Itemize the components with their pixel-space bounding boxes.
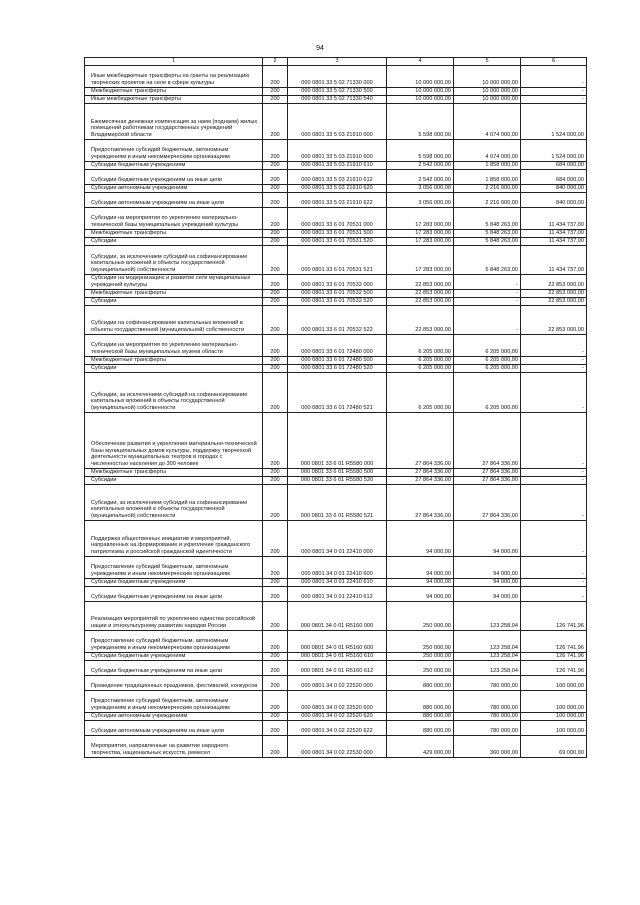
row-executed-amount: 94 000,00: [454, 579, 521, 587]
table-row: [85, 631, 587, 653]
table-row: [85, 691, 587, 713]
row-remaining-amount: 840 000,00: [521, 185, 587, 193]
column-number: 3: [288, 58, 387, 66]
row-name: Иные межбюджетные трансферты: [85, 96, 263, 104]
row-name: Субсидии бюджетным учреждениям: [85, 579, 263, 587]
row-approved-amount: 94 000,00: [387, 557, 454, 579]
row-executed-amount: 1 858 000,00: [454, 162, 521, 170]
row-group-code: 200: [263, 521, 288, 557]
row-group-code: 200: [263, 691, 288, 713]
row-name: Субсидии, за исключением субсидий на софинансирование капитальных вложений в объекты государственной (муниципальной) собственности: [85, 373, 263, 413]
row-budget-code: 000 0801 33 6 01 70531 521: [288, 246, 387, 275]
row-remaining-amount: 11 434 737,00: [521, 246, 587, 275]
row-executed-amount: 780 000,00: [454, 691, 521, 713]
row-group-code: 200: [263, 185, 288, 193]
table-row: [85, 357, 587, 365]
row-remaining-amount: 126 741,96: [521, 661, 587, 676]
row-group-code: 200: [263, 713, 288, 721]
column-number: 2: [263, 58, 288, 66]
row-budget-code: 000 0801 33 5 03 21910 000: [288, 104, 387, 140]
row-executed-amount: -: [454, 290, 521, 298]
row-approved-amount: 880 000,00: [387, 676, 454, 691]
row-group-code: 200: [263, 88, 288, 96]
table-row: [85, 230, 587, 238]
row-group-code: 200: [263, 238, 288, 246]
row-name: Межбюджетные трансферты: [85, 357, 263, 365]
row-executed-amount: 123 258,04: [454, 602, 521, 631]
budget-table: [84, 57, 587, 758]
row-remaining-amount: 684 000,00: [521, 170, 587, 185]
row-executed-amount: 10 000 000,00: [454, 88, 521, 96]
row-group-code: 200: [263, 653, 288, 661]
row-remaining-amount: -: [521, 477, 587, 485]
row-name: Субсидии на мероприятия по укреплению материально-технической базы муниципальных музеев области: [85, 335, 263, 357]
row-group-code: 200: [263, 721, 288, 736]
row-name: Субсидии автономным учреждениям на иные цели: [85, 193, 263, 208]
row-remaining-amount: 684 000,00: [521, 162, 587, 170]
table-row: [85, 140, 587, 162]
row-group-code: 200: [263, 579, 288, 587]
row-executed-amount: 6 205 000,00: [454, 335, 521, 357]
row-approved-amount: 250 000,00: [387, 631, 454, 653]
row-executed-amount: -: [454, 275, 521, 290]
row-remaining-amount: 126 741,96: [521, 653, 587, 661]
row-group-code: 200: [263, 602, 288, 631]
row-budget-code: 000 0801 33 6 01 70532 000: [288, 275, 387, 290]
row-budget-code: 000 0801 34 0 01 22410 600: [288, 557, 387, 579]
row-group-code: 200: [263, 477, 288, 485]
row-executed-amount: 123 258,04: [454, 661, 521, 676]
row-executed-amount: 27 864 336,00: [454, 485, 521, 521]
row-executed-amount: 94 000,00: [454, 557, 521, 579]
row-group-code: 200: [263, 676, 288, 691]
row-budget-code: 000 0801 34 0 01 R5160 612: [288, 661, 387, 676]
table-row: [85, 676, 587, 691]
row-name: Субсидии, за исключением субсидий на софинансирование капитальных вложений в объекты государственной (муниципальной) собственности: [85, 246, 263, 275]
row-budget-code: 000 0801 34 0 01 R5160 610: [288, 653, 387, 661]
row-approved-amount: 250 000,00: [387, 661, 454, 676]
row-name: Субсидии на мероприятия по укреплению материально-технической базы муниципальных учреждений культуры: [85, 208, 263, 230]
row-group-code: 200: [263, 485, 288, 521]
row-remaining-amount: 1 524 000,00: [521, 104, 587, 140]
row-executed-amount: 4 074 000,00: [454, 140, 521, 162]
row-approved-amount: 6 205 000,00: [387, 335, 454, 357]
row-remaining-amount: 11 434 737,00: [521, 208, 587, 230]
row-name: Субсидии автономным учреждениям: [85, 185, 263, 193]
row-group-code: 200: [263, 587, 288, 602]
row-budget-code: 000 0801 33 5 03 21910 612: [288, 170, 387, 185]
table-row: [85, 246, 587, 275]
row-group-code: 200: [263, 631, 288, 653]
row-group-code: 200: [263, 140, 288, 162]
row-group-code: 200: [263, 66, 288, 88]
row-budget-code: 000 0801 33 6 01 70532 500: [288, 290, 387, 298]
row-approved-amount: 5 598 000,00: [387, 104, 454, 140]
row-budget-code: 000 0801 33 6 01 70532 520: [288, 298, 387, 306]
row-budget-code: 000 0801 33 6 01 70531 500: [288, 230, 387, 238]
row-remaining-amount: 100 000,00: [521, 713, 587, 721]
row-executed-amount: -: [454, 298, 521, 306]
row-executed-amount: 780 000,00: [454, 713, 521, 721]
row-remaining-amount: 11 434 737,00: [521, 230, 587, 238]
row-remaining-amount: 126 741,96: [521, 602, 587, 631]
table-row: [85, 298, 587, 306]
row-approved-amount: 429 000,00: [387, 736, 454, 758]
row-approved-amount: 94 000,00: [387, 579, 454, 587]
row-budget-code: 000 0801 33 6 01 70531 520: [288, 238, 387, 246]
table-row: [85, 275, 587, 290]
row-budget-code: 000 0801 33 6 01 R5580 520: [288, 477, 387, 485]
row-executed-amount: 94 000,00: [454, 521, 521, 557]
row-budget-code: 000 0801 34 0 02 22520 000: [288, 676, 387, 691]
row-remaining-amount: 22 853 000,00: [521, 290, 587, 298]
row-group-code: 200: [263, 104, 288, 140]
row-remaining-amount: -: [521, 485, 587, 521]
row-approved-amount: 250 000,00: [387, 602, 454, 631]
row-name: Субсидии на модернизацию и развитие сети муниципальных учреждений культуры: [85, 275, 263, 290]
row-name: Межбюджетные трансферты: [85, 469, 263, 477]
row-budget-code: 000 0801 34 0 02 22520 622: [288, 721, 387, 736]
row-executed-amount: 2 216 000,00: [454, 193, 521, 208]
row-budget-code: 000 0801 33 6 01 70532 522: [288, 306, 387, 335]
row-group-code: 200: [263, 230, 288, 238]
row-approved-amount: 94 000,00: [387, 521, 454, 557]
row-remaining-amount: 22 853 000,00: [521, 306, 587, 335]
row-group-code: 200: [263, 335, 288, 357]
table-row: [85, 469, 587, 477]
row-group-code: 200: [263, 357, 288, 365]
row-budget-code: 000 0801 33 6 01 R5580 521: [288, 485, 387, 521]
row-name: Реализация мероприятий по укреплению единства российской нации и этнокультурному развитию народов России: [85, 602, 263, 631]
row-name: Предоставление субсидий бюджетным, автономным учреждениям и иным некоммерческим организациям: [85, 140, 263, 162]
row-budget-code: 000 0801 33 5 03 21910 610: [288, 162, 387, 170]
row-remaining-amount: 11 434 737,00: [521, 238, 587, 246]
row-remaining-amount: 100 000,00: [521, 691, 587, 713]
row-budget-code: 000 0801 33 6 01 72480 000: [288, 335, 387, 357]
row-group-code: 200: [263, 193, 288, 208]
row-budget-code: 000 0801 33 5 02 71330 540: [288, 96, 387, 104]
row-name: Предоставление субсидий бюджетным, автономным учреждениям и иным некоммерческим организациям: [85, 631, 263, 653]
table-row: [85, 208, 587, 230]
column-number-row: [85, 58, 587, 66]
row-name: Субсидии: [85, 477, 263, 485]
row-name: Субсидии бюджетным учреждениям: [85, 162, 263, 170]
row-budget-code: 000 0801 34 0 02 22520 620: [288, 713, 387, 721]
table-row: [85, 170, 587, 185]
row-approved-amount: 17 283 000,00: [387, 246, 454, 275]
row-approved-amount: 27 864 336,00: [387, 469, 454, 477]
row-budget-code: 000 0801 34 0 02 22520 600: [288, 691, 387, 713]
row-approved-amount: 3 056 000,00: [387, 193, 454, 208]
row-executed-amount: 5 848 263,00: [454, 208, 521, 230]
row-remaining-amount: -: [521, 557, 587, 579]
row-remaining-amount: 840 000,00: [521, 193, 587, 208]
row-group-code: 200: [263, 170, 288, 185]
row-executed-amount: 4 074 000,00: [454, 104, 521, 140]
row-group-code: 200: [263, 306, 288, 335]
row-budget-code: 000 0801 34 0 01 22410 612: [288, 587, 387, 602]
table-row: [85, 104, 587, 140]
row-approved-amount: 880 000,00: [387, 691, 454, 713]
row-name: Мероприятия, направленные на развитие народного творчества, национальных искусств, ремесел: [85, 736, 263, 758]
row-approved-amount: 17 283 000,00: [387, 230, 454, 238]
row-group-code: 200: [263, 469, 288, 477]
table-row: [85, 653, 587, 661]
table-row: [85, 185, 587, 193]
row-remaining-amount: 1 524 000,00: [521, 140, 587, 162]
row-group-code: 200: [263, 736, 288, 758]
row-group-code: 200: [263, 96, 288, 104]
row-group-code: 200: [263, 246, 288, 275]
row-remaining-amount: -: [521, 413, 587, 469]
table-row: [85, 713, 587, 721]
table-row: [85, 306, 587, 335]
table-row: [85, 66, 587, 88]
row-approved-amount: 27 864 336,00: [387, 477, 454, 485]
row-executed-amount: 6 205 000,00: [454, 357, 521, 365]
row-group-code: 200: [263, 162, 288, 170]
row-group-code: 200: [263, 557, 288, 579]
row-remaining-amount: 22 853 000,00: [521, 275, 587, 290]
budget-table-body: [85, 58, 587, 758]
row-group-code: 200: [263, 661, 288, 676]
row-approved-amount: 5 598 000,00: [387, 140, 454, 162]
column-number: 5: [454, 58, 521, 66]
row-approved-amount: 10 000 000,00: [387, 66, 454, 88]
row-budget-code: 000 0801 34 0 01 22410 610: [288, 579, 387, 587]
table-row: [85, 96, 587, 104]
row-budget-code: 000 0801 33 6 01 72480 500: [288, 357, 387, 365]
row-executed-amount: 123 258,04: [454, 631, 521, 653]
row-approved-amount: 250 000,00: [387, 653, 454, 661]
row-approved-amount: 880 000,00: [387, 713, 454, 721]
row-group-code: 200: [263, 373, 288, 413]
row-executed-amount: 6 205 000,00: [454, 365, 521, 373]
row-executed-amount: 5 848 263,00: [454, 246, 521, 275]
row-name: Субсидии бюджетным учреждениям на иные цели: [85, 170, 263, 185]
row-approved-amount: 6 205 000,00: [387, 357, 454, 365]
row-group-code: 200: [263, 413, 288, 469]
row-name: Предоставление субсидий бюджетным, автономным учреждениям и иным некоммерческим организациям: [85, 557, 263, 579]
row-remaining-amount: -: [521, 373, 587, 413]
row-remaining-amount: -: [521, 88, 587, 96]
table-row: [85, 193, 587, 208]
row-approved-amount: 22 853 000,00: [387, 306, 454, 335]
row-approved-amount: 3 056 000,00: [387, 185, 454, 193]
row-group-code: 200: [263, 365, 288, 373]
row-name: Субсидии: [85, 365, 263, 373]
row-budget-code: 000 0801 33 6 01 R5580 000: [288, 413, 387, 469]
row-budget-code: 000 0801 34 0 01 22410 000: [288, 521, 387, 557]
row-remaining-amount: -: [521, 587, 587, 602]
row-approved-amount: 2 542 000,00: [387, 170, 454, 185]
row-remaining-amount: -: [521, 579, 587, 587]
row-name: Проведение традиционных праздников, фестивалей, конкурсов: [85, 676, 263, 691]
table-row: [85, 162, 587, 170]
row-name: Межбюджетные трансферты: [85, 88, 263, 96]
row-approved-amount: 17 283 000,00: [387, 238, 454, 246]
table-row: [85, 335, 587, 357]
row-executed-amount: 360 000,00: [454, 736, 521, 758]
table-row: [85, 721, 587, 736]
row-approved-amount: 22 853 000,00: [387, 290, 454, 298]
table-row: [85, 365, 587, 373]
row-executed-amount: 27 864 336,00: [454, 413, 521, 469]
row-executed-amount: 6 205 000,00: [454, 373, 521, 413]
row-budget-code: 000 0801 34 0 01 R5160 600: [288, 631, 387, 653]
row-executed-amount: 10 000 000,00: [454, 96, 521, 104]
table-row: [85, 290, 587, 298]
column-number: 6: [521, 58, 587, 66]
row-executed-amount: 27 864 336,00: [454, 477, 521, 485]
column-number: 1: [85, 58, 263, 66]
row-executed-amount: 94 000,00: [454, 587, 521, 602]
row-remaining-amount: -: [521, 96, 587, 104]
row-name: Субсидии бюджетным учреждениям: [85, 653, 263, 661]
table-row: [85, 579, 587, 587]
row-approved-amount: 27 864 336,00: [387, 413, 454, 469]
table-row: [85, 477, 587, 485]
row-remaining-amount: 100 000,00: [521, 676, 587, 691]
row-approved-amount: 6 205 000,00: [387, 373, 454, 413]
table-row: [85, 661, 587, 676]
row-remaining-amount: -: [521, 365, 587, 373]
row-name: Субсидии бюджетным учреждениям на иные цели: [85, 587, 263, 602]
row-approved-amount: 2 542 000,00: [387, 162, 454, 170]
row-name: Субсидии автономным учреждениям: [85, 713, 263, 721]
row-approved-amount: 6 205 000,00: [387, 365, 454, 373]
table-row: [85, 88, 587, 96]
row-executed-amount: 2 216 000,00: [454, 185, 521, 193]
row-remaining-amount: -: [521, 521, 587, 557]
row-approved-amount: 880 000,00: [387, 721, 454, 736]
table-row: [85, 521, 587, 557]
row-approved-amount: 10 000 000,00: [387, 96, 454, 104]
row-executed-amount: -: [454, 306, 521, 335]
row-approved-amount: 94 000,00: [387, 587, 454, 602]
row-name: Субсидии, за исключением субсидий на софинансирование капитальных вложений в объекты государственной (муниципальной) собственности: [85, 485, 263, 521]
row-name: Обеспечение развития и укрепления материально-технической базы муниципальных домов культуры, поддержку творческой деятельности муниципальных театров в городах с численностью населения до 300 человек: [85, 413, 263, 469]
row-group-code: 200: [263, 275, 288, 290]
row-name: Субсидии на софинансирование капитальных вложений в объекты государственной (муниципальной) собственности: [85, 306, 263, 335]
row-budget-code: 000 0801 33 5 03 21910 620: [288, 185, 387, 193]
row-executed-amount: 5 848 263,00: [454, 238, 521, 246]
table-row: [85, 557, 587, 579]
row-name: Иные межбюджетные трансферты на гранты на реализацию творческих проектов на селе в сфере культуры: [85, 66, 263, 88]
row-remaining-amount: 100 000,00: [521, 721, 587, 736]
row-budget-code: 000 0801 34 0 02 22530 000: [288, 736, 387, 758]
row-remaining-amount: -: [521, 66, 587, 88]
column-number: 4: [387, 58, 454, 66]
table-row: [85, 485, 587, 521]
page-number: 94: [316, 45, 324, 52]
row-name: Субсидии: [85, 298, 263, 306]
row-budget-code: 000 0801 33 6 01 70531 000: [288, 208, 387, 230]
row-approved-amount: 10 000 000,00: [387, 88, 454, 96]
row-name: Ежемесячная денежная компенсация за наем (поднаем) жилых помещений работникам государственных учреждений Владимирской области: [85, 104, 263, 140]
row-budget-code: 000 0801 33 5 02 71330 000: [288, 66, 387, 88]
table-row: [85, 413, 587, 469]
table-row: [85, 587, 587, 602]
row-executed-amount: 27 864 336,00: [454, 469, 521, 477]
table-row: [85, 736, 587, 758]
table-row: [85, 373, 587, 413]
row-executed-amount: 780 000,00: [454, 721, 521, 736]
row-remaining-amount: 22 853 000,00: [521, 298, 587, 306]
row-remaining-amount: -: [521, 335, 587, 357]
row-budget-code: 000 0801 33 6 01 72480 521: [288, 373, 387, 413]
row-approved-amount: 27 864 336,00: [387, 485, 454, 521]
row-group-code: 200: [263, 298, 288, 306]
row-name: Межбюджетные трансферты: [85, 290, 263, 298]
row-approved-amount: 17 283 000,00: [387, 208, 454, 230]
row-remaining-amount: 69 000,00: [521, 736, 587, 758]
row-executed-amount: 10 000 000,00: [454, 66, 521, 88]
row-name: Субсидии: [85, 238, 263, 246]
table-row: [85, 238, 587, 246]
row-name: Субсидии автономным учреждениям на иные цели: [85, 721, 263, 736]
row-remaining-amount: -: [521, 357, 587, 365]
row-budget-code: 000 0801 33 5 03 21910 600: [288, 140, 387, 162]
row-executed-amount: 1 858 000,00: [454, 170, 521, 185]
row-budget-code: 000 0801 33 6 01 R5580 500: [288, 469, 387, 477]
row-executed-amount: 780 000,00: [454, 676, 521, 691]
row-group-code: 200: [263, 208, 288, 230]
row-approved-amount: 22 853 000,00: [387, 275, 454, 290]
row-name: Поддержка общественных инициатив и мероприятий, направленных на формирование и укрепление гражданского патриотизма и российской гражданской идентичности: [85, 521, 263, 557]
row-name: Межбюджетные трансферты: [85, 230, 263, 238]
row-budget-code: 000 0801 34 0 01 R5160 000: [288, 602, 387, 631]
row-name: Субсидии бюджетным учреждениям на иные цели: [85, 661, 263, 676]
row-executed-amount: 123 258,04: [454, 653, 521, 661]
row-approved-amount: 22 853 000,00: [387, 298, 454, 306]
row-remaining-amount: -: [521, 469, 587, 477]
row-remaining-amount: 126 741,96: [521, 631, 587, 653]
row-budget-code: 000 0801 33 5 02 71330 500: [288, 88, 387, 96]
row-budget-code: 000 0801 33 5 03 21910 622: [288, 193, 387, 208]
row-budget-code: 000 0801 33 6 01 72480 520: [288, 365, 387, 373]
table-row: [85, 602, 587, 631]
row-name: Предоставление субсидий бюджетным, автономным учреждениям и иным некоммерческим организациям: [85, 691, 263, 713]
row-group-code: 200: [263, 290, 288, 298]
row-executed-amount: 5 848 263,00: [454, 230, 521, 238]
